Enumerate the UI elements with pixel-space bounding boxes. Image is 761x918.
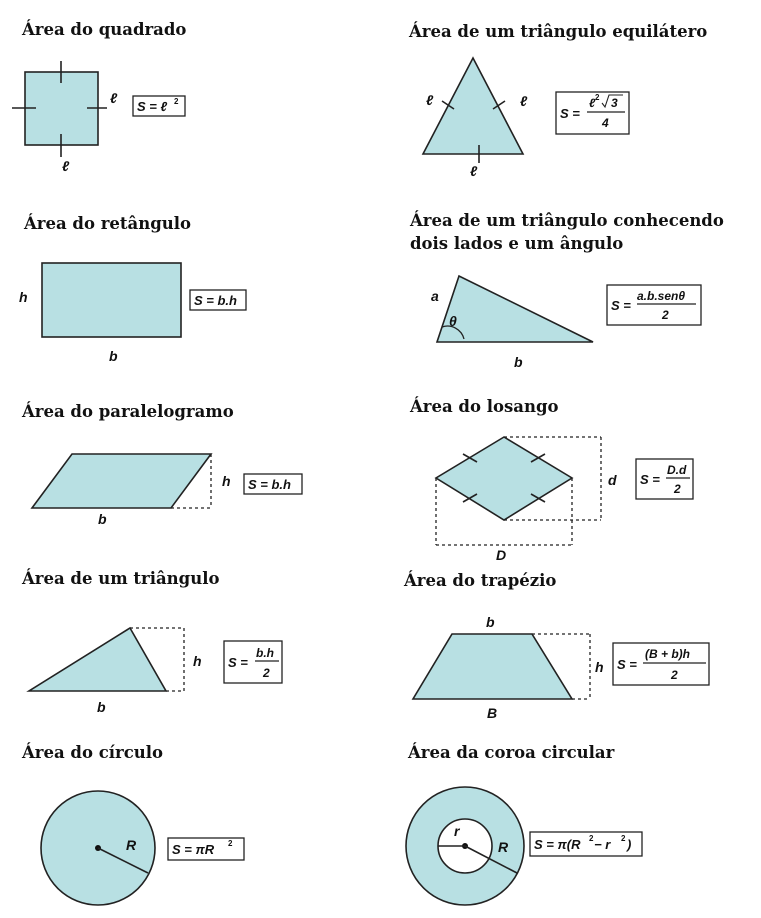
circle-formula (168, 838, 244, 860)
rhombus-shape (436, 437, 572, 520)
trapezoid-large-base-label: B (487, 705, 498, 721)
square-figure (12, 61, 185, 174)
circle-figure (41, 791, 244, 905)
square-side-label-bottom: ℓ (62, 158, 70, 174)
triangle-angle-label: θ (449, 313, 457, 329)
equilateral-side-label-left: ℓ (426, 92, 434, 108)
annulus-formula-exponent-1: 2 (589, 834, 594, 843)
parallelogram-base-label: b (98, 511, 107, 527)
two-sides-formula-denominator: 2 (662, 308, 669, 322)
trapezoid-formula-denominator: 2 (671, 668, 678, 682)
rectangle-formula-text: S = b.h (194, 293, 237, 308)
title-circle: Área do círculo (22, 743, 164, 762)
trapezoid-formula-numerator: (B + b)h (645, 647, 690, 661)
rectangle-shape (42, 263, 181, 337)
triangle-figure (29, 628, 282, 715)
rectangle-height-label: h (19, 289, 28, 305)
rhombus-large-diagonal-label: D (496, 547, 507, 563)
circle-formula-text: S = πR (172, 842, 215, 857)
triangle-side-b-label: b (514, 354, 523, 370)
triangle-base-label: b (97, 699, 106, 715)
two-sides-formula-numerator: a.b.senθ (637, 289, 686, 303)
annulus-outer-radius-label: R (498, 839, 509, 855)
trapezoid-figure (413, 614, 709, 721)
triangle-formula-numerator: b.h (256, 646, 274, 660)
equilateral-side-label-right: ℓ (520, 93, 528, 109)
title-rhombus: Área do losango (410, 397, 559, 416)
parallelogram-formula (244, 474, 302, 494)
title-trapezoid: Área do trapézio (404, 571, 557, 590)
equilateral-formula-numerator: ℓ (589, 96, 596, 110)
triangle-two-sides-formula (607, 285, 701, 325)
title-rectangle: Área do retângulo (24, 214, 192, 233)
annulus-formula (530, 832, 642, 856)
rectangle-formula (190, 290, 246, 310)
triangle-formula (224, 641, 282, 683)
parallelogram-shape (32, 454, 211, 508)
title-parallelogram: Área do paralelogramo (22, 402, 234, 421)
parallelogram-height-label: h (222, 473, 231, 489)
triangle-shape (29, 628, 166, 691)
equilateral-formula-radicand: 3 (611, 96, 618, 110)
triangle-height-label: h (193, 653, 202, 669)
title-triangle: Área de um triângulo (22, 569, 220, 588)
equilateral-formula-lhs: S = (560, 106, 580, 121)
trapezoid-formula-lhs: S = (617, 657, 637, 672)
title-triangle-two-sides-line1: Área de um triângulo conhecendo (410, 211, 724, 230)
square-formula-exponent: 2 (174, 97, 179, 106)
annulus-inner-radius-label: r (454, 823, 460, 839)
title-equilateral-triangle: Área de um triângulo equilátero (409, 22, 708, 41)
trapezoid-shape (413, 634, 572, 699)
rectangle-base-label: b (109, 348, 118, 364)
triangle-side-a-label: a (431, 288, 439, 304)
circle-radius-label: R (126, 837, 137, 853)
square-side-label-right: ℓ (110, 90, 118, 106)
annulus-formula-middle: − r (594, 837, 611, 852)
rhombus-figure (436, 437, 693, 563)
equilateral-formula-denominator: 4 (602, 116, 609, 130)
trapezoid-formula (613, 643, 709, 685)
triangle-formula-denominator: 2 (263, 666, 270, 680)
title-square: Área do quadrado (22, 20, 187, 39)
annulus-formula-close: ) (627, 837, 632, 852)
equilateral-formula-exponent: 2 (595, 93, 600, 102)
rhombus-small-diagonal-label: d (608, 472, 617, 488)
equilateral-triangle-shape (423, 58, 523, 154)
two-sides-formula-lhs: S = (611, 298, 631, 313)
square-formula-text: S = ℓ (137, 99, 168, 114)
equilateral-formula (556, 92, 629, 134)
rectangle-figure (19, 263, 246, 364)
trapezoid-small-base-label: b (486, 614, 495, 630)
annulus-formula-exponent-2: 2 (621, 834, 626, 843)
rhombus-formula (636, 459, 693, 499)
trapezoid-height-label: h (595, 659, 604, 675)
circle-formula-exponent: 2 (228, 839, 233, 848)
triangle-formula-lhs: S = (228, 655, 248, 670)
title-annulus: Área da coroa circular (408, 743, 615, 762)
triangle-two-sides-figure (431, 276, 701, 370)
annulus-figure (406, 787, 642, 905)
title-triangle-two-sides-line2: dois lados e um ângulo (410, 234, 624, 253)
annulus-formula-prefix: S = π(R (534, 837, 581, 852)
parallelogram-figure (32, 454, 302, 527)
parallelogram-formula-text: S = b.h (248, 477, 291, 492)
equilateral-side-label-bottom: ℓ (470, 163, 478, 179)
square-formula (133, 96, 185, 116)
equilateral-triangle-figure (423, 58, 629, 179)
rhombus-formula-lhs: S = (640, 472, 660, 487)
rhombus-formula-numerator: D.d (667, 463, 687, 477)
rhombus-formula-denominator: 2 (674, 482, 681, 496)
